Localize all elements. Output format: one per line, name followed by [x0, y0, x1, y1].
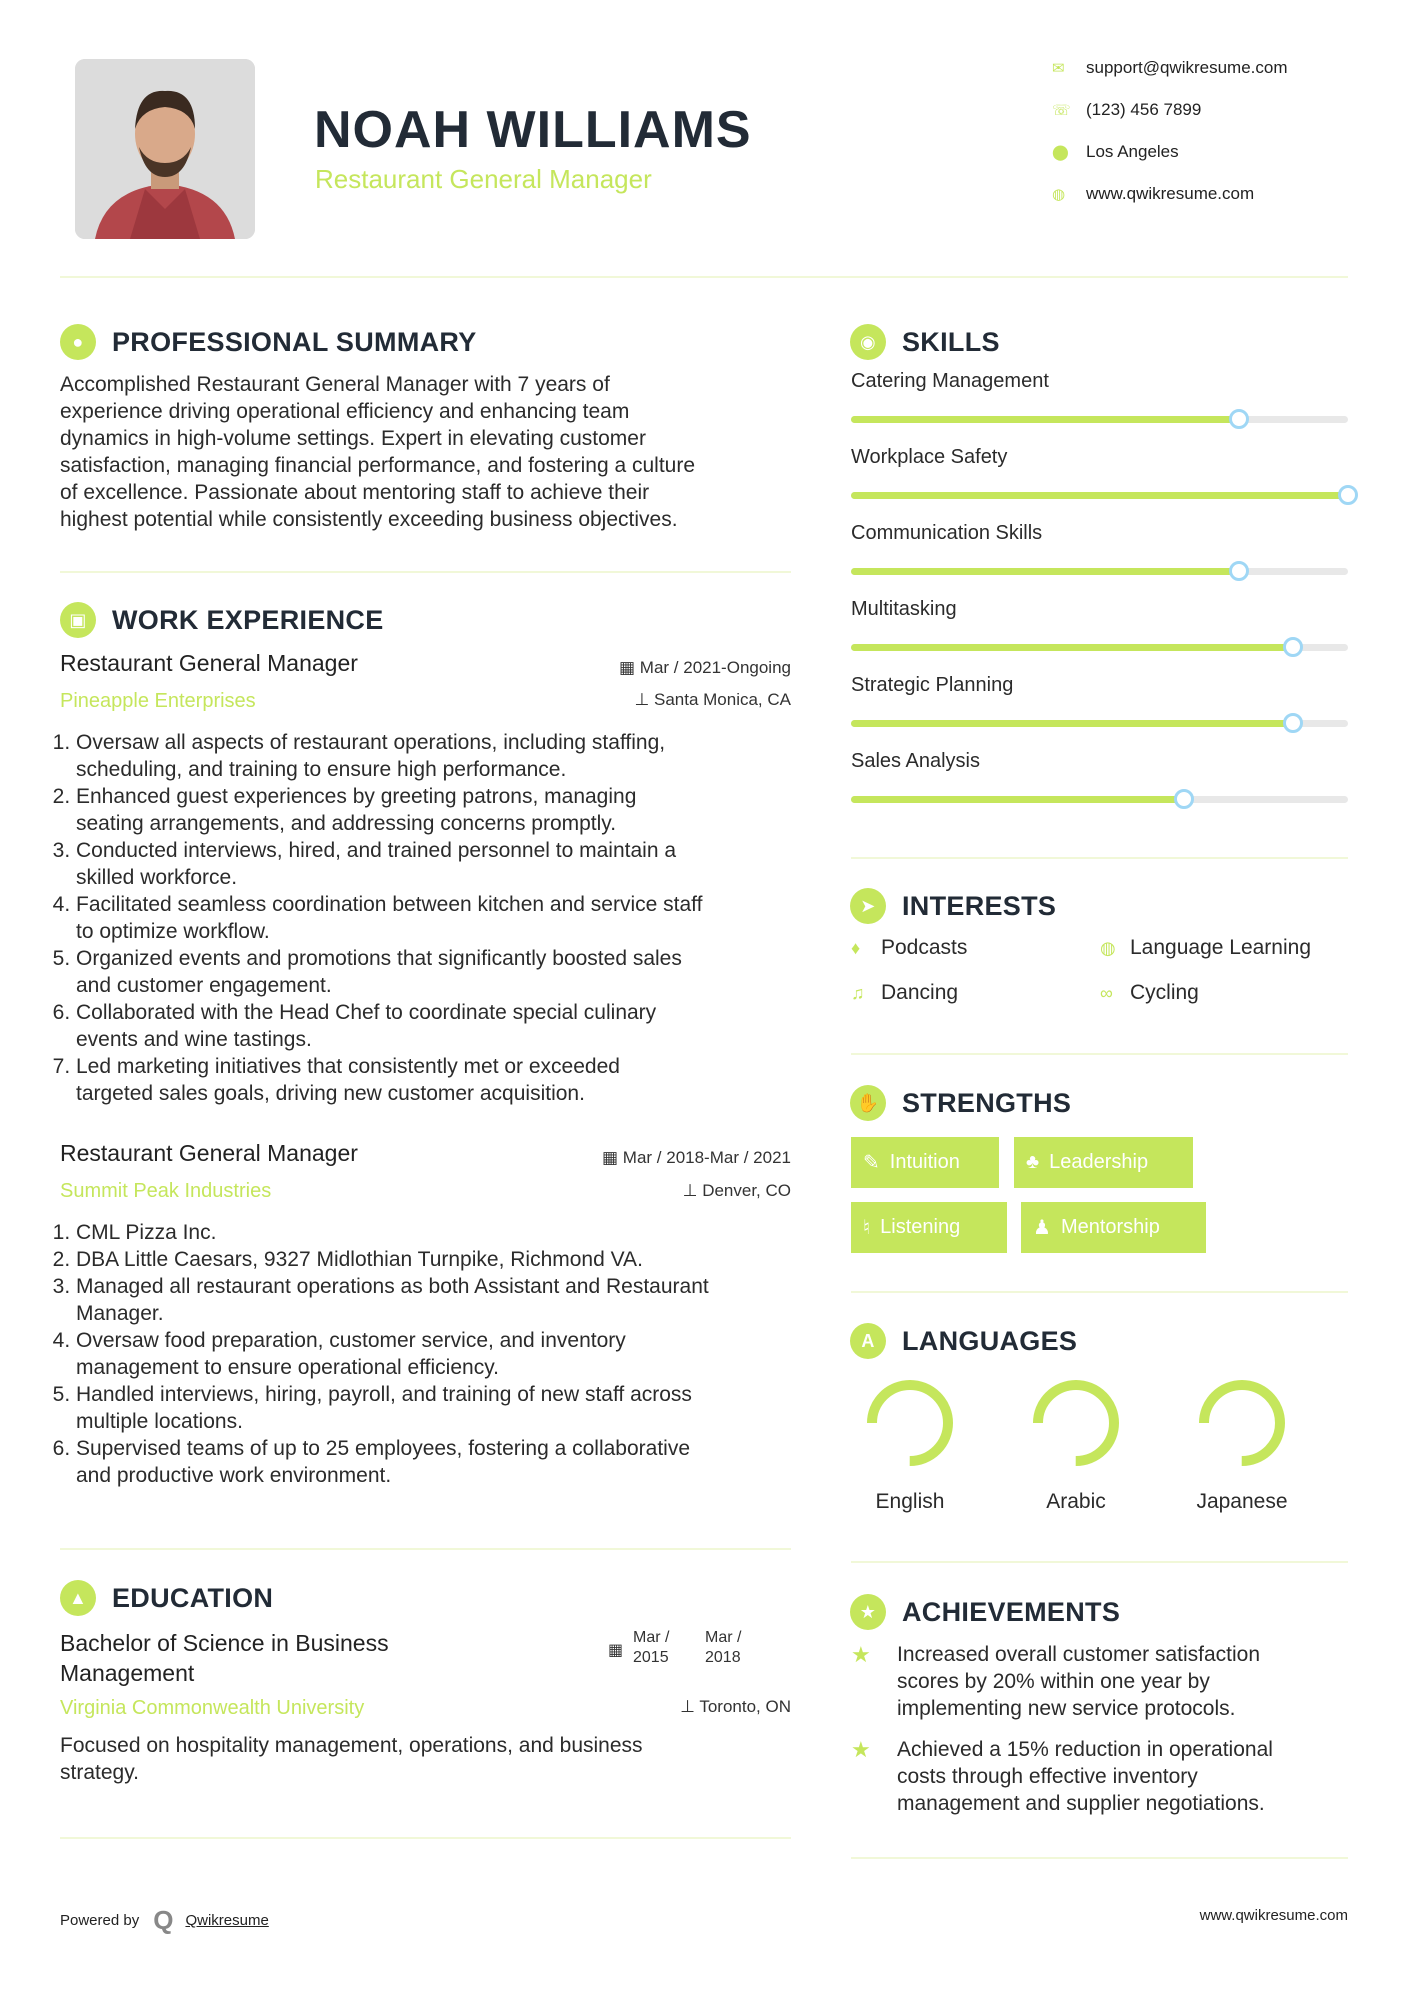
candidate-role: Restaurant General Manager — [315, 164, 652, 194]
hand-icon: ✋ — [850, 1085, 886, 1121]
brand-link[interactable]: Qwikresume — [185, 1912, 269, 1929]
strength-tag: ♟ Mentorship — [1021, 1202, 1206, 1253]
skill-knob — [1283, 637, 1303, 657]
magic-wand-icon: ✎ — [863, 1152, 880, 1174]
header-divider — [60, 276, 1348, 278]
summary-line: dynamics in high-volume settings. Expert in elevating customer — [60, 427, 646, 450]
skill-knob — [1338, 485, 1358, 505]
headphones-icon: ♮ — [863, 1217, 871, 1239]
job-location — [560, 1181, 791, 1201]
calendar-icon: ▦ — [602, 1148, 623, 1167]
skills-title: SKILLS — [902, 326, 1000, 357]
language-icon: A — [850, 1323, 886, 1359]
contact-email[interactable] — [1052, 58, 1288, 78]
degree — [60, 1628, 389, 1688]
trophy-icon: ★ — [850, 1594, 886, 1630]
summary-heading — [60, 324, 477, 360]
summary-line: Accomplished Restaurant General Manager with 7 years of — [60, 373, 610, 396]
skill-row — [851, 370, 1348, 393]
education-desc: Focused on hospitality management, operations, and business strategy. — [60, 1734, 643, 1784]
pin-icon: ⊥ — [680, 1697, 700, 1716]
language-label: Arabic — [1046, 1490, 1106, 1513]
languages-title: LANGUAGES — [902, 1325, 1078, 1356]
skill-knob — [1229, 409, 1249, 429]
globe-icon: ◍ — [1100, 937, 1116, 958]
skill-label: Multitasking — [851, 598, 957, 620]
education-divider — [60, 1837, 791, 1839]
interest-dancing: ♫ Dancing — [851, 981, 959, 1004]
skill-knob — [1283, 713, 1303, 733]
interests-title: INTERESTS — [902, 890, 1057, 921]
job-duties — [58, 1219, 798, 1489]
profile-photo — [75, 59, 255, 239]
contact-phone[interactable] — [1052, 100, 1201, 120]
languages-divider — [851, 1561, 1348, 1563]
achievement-item: ★ Achieved a 15% reduction in operational costs through effective inventory management and supplier negotiations. — [851, 1737, 1273, 1815]
language-ring — [1038, 1385, 1114, 1461]
list-item: 6. Supervised teams of up to 25 employees, fostering a collaborative and productive work environment. — [76, 1435, 798, 1489]
candidate-name: NOAH WILLIAMS — [314, 101, 752, 159]
strengths-divider — [851, 1291, 1348, 1293]
contact-website[interactable] — [1052, 184, 1254, 204]
contact-email-text: support@qwikresume.com — [1086, 58, 1288, 77]
globe-icon: ◍ — [1052, 186, 1066, 203]
pin-icon: ⊥ — [634, 690, 654, 709]
skill-row — [851, 446, 1348, 469]
skill-knob — [1174, 789, 1194, 809]
calendar-icon: ▦ — [619, 658, 640, 677]
list-item: 3. Conducted interviews, hired, and trained personnel to maintain a skilled workforce. — [76, 837, 798, 891]
education-title: EDUCATION — [112, 1582, 274, 1613]
user-plus-icon: ♟ — [1033, 1217, 1051, 1239]
interests-heading — [850, 888, 1056, 924]
job-location-text: Santa Monica, CA — [653, 690, 791, 709]
summary-title: PROFESSIONAL SUMMARY — [112, 326, 477, 357]
paper-plane-icon: ➤ — [850, 888, 886, 924]
job-date-text: Mar / 2018-Mar / 2021 — [622, 1148, 791, 1167]
star-icon: ★ — [851, 1642, 871, 1667]
chair-icon: ▣ — [60, 602, 96, 638]
achievement-item: ★ Increased overall customer satisfaction scores by 20% within one year by implementing new service protocols. — [851, 1642, 1260, 1720]
degree-line: Bachelor of Science in Business — [60, 1630, 389, 1656]
contact-location — [1052, 142, 1179, 162]
summary-line: satisfaction, managing financial performance, and fostering a culture — [60, 454, 696, 477]
strength-tag: ♮ Listening — [851, 1202, 1007, 1253]
interests-divider — [851, 1053, 1348, 1055]
list-item: 3. Managed all restaurant operations as both Assistant and Restaurant Manager. — [76, 1273, 798, 1327]
skill-bar — [851, 796, 1348, 803]
skill-row — [851, 674, 1348, 697]
skill-bar-fill — [851, 492, 1348, 499]
users-icon: ♣ — [1026, 1151, 1040, 1173]
job-location — [560, 690, 791, 710]
contact-website-text: www.qwikresume.com — [1086, 184, 1255, 203]
star-icon: ★ — [851, 1737, 871, 1762]
list-item: 5. Handled interviews, hiring, payroll, and training of new staff across multiple locations. — [76, 1381, 798, 1435]
experience-divider — [60, 1548, 791, 1550]
location-icon: ⬤ — [1052, 144, 1069, 161]
job-date-text: Mar / 2021-Ongoing — [639, 658, 791, 677]
user-icon: ● — [60, 324, 96, 360]
strengths-title: STRENGTHS — [902, 1087, 1072, 1118]
summary-line: of excellence. Passionate about mentoring staff to achieve their — [60, 481, 650, 504]
list-item: 1. CML Pizza Inc. — [76, 1219, 798, 1246]
skill-row — [851, 750, 1348, 773]
skills-divider — [851, 857, 1348, 859]
achievements-heading — [850, 1594, 1120, 1630]
contact-phone-text: (123) 456 7899 — [1086, 100, 1202, 119]
skill-bar — [851, 416, 1348, 423]
skill-label: Strategic Planning — [851, 674, 1014, 696]
education-location — [560, 1697, 791, 1717]
list-item: 7. Led marketing initiatives that consistently met or exceeded targeted sales goals, driving new customer acquisition. — [76, 1053, 798, 1107]
skill-bar-fill — [851, 568, 1239, 575]
footer-url[interactable]: www.qwikresume.com — [1199, 1907, 1348, 1924]
skill-bar-fill — [851, 644, 1293, 651]
interest-cycling: ∞ Cycling — [1100, 981, 1199, 1004]
skill-bar — [851, 568, 1348, 575]
phone-icon: ☏ — [1052, 102, 1071, 119]
skills-heading — [850, 324, 1000, 360]
powered-by-text: Powered by — [60, 1912, 140, 1929]
list-item: 2. DBA Little Caesars, 9327 Midlothian Turnpike, Richmond VA. — [76, 1246, 798, 1273]
email-icon: ✉ — [1052, 60, 1065, 77]
language-ring — [872, 1385, 948, 1461]
language-ring — [1204, 1385, 1280, 1461]
job-date — [560, 1148, 791, 1168]
strengths-heading — [850, 1085, 1071, 1121]
job-company: Pineapple Enterprises — [60, 690, 256, 712]
skill-bar-fill — [851, 796, 1184, 803]
pin-icon: ⊥ — [682, 1181, 703, 1200]
job-title: Restaurant General Manager — [60, 650, 358, 676]
job-company: Summit Peak Industries — [60, 1180, 272, 1202]
education-end: Mar / 2018 — [705, 1629, 742, 1666]
skill-bar — [851, 644, 1348, 651]
list-item: 1. Oversaw all aspects of restaurant operations, including staffing, scheduling, and training to ensure high performance. — [76, 729, 798, 783]
summary-divider — [60, 571, 791, 573]
list-item: 6. Collaborated with the Head Chef to coordinate special culinary events and wine tastings. — [76, 999, 798, 1053]
language-label: English — [875, 1490, 945, 1513]
skill-label: Communication Skills — [851, 522, 1043, 544]
list-item: 4. Oversaw food preparation, customer service, and inventory management to ensure operational efficiency. — [76, 1327, 798, 1381]
achievements-title: ACHIEVEMENTS — [902, 1596, 1121, 1627]
job-location-text: Denver, CO — [702, 1181, 791, 1200]
list-item: 5. Organized events and promotions that significantly boosted sales and customer engagement. — [76, 945, 798, 999]
skill-bar — [851, 720, 1348, 727]
interest-language-learning: ◍ Language Learning — [1100, 936, 1312, 959]
strength-tag: ✎ Intuition — [851, 1137, 999, 1188]
job-title: Restaurant General Manager — [60, 1140, 358, 1166]
skill-knob — [1229, 561, 1249, 581]
strength-tag: ♣ Leadership — [1014, 1137, 1193, 1188]
music-note-icon: ♫ — [851, 982, 865, 1003]
bicycle-icon: ∞ — [1100, 982, 1113, 1003]
education-heading — [60, 1580, 273, 1616]
experience-heading — [60, 602, 384, 638]
skill-bar-fill — [851, 720, 1293, 727]
skill-row — [851, 522, 1348, 545]
skill-row — [851, 598, 1348, 621]
graduation-icon: ▲ — [60, 1580, 96, 1616]
skill-label: Sales Analysis — [851, 750, 980, 772]
lightbulb-icon: ◉ — [850, 324, 886, 360]
skill-bar-fill — [851, 416, 1239, 423]
education-location-text: Toronto, ON — [699, 1697, 791, 1716]
language-label: Japanese — [1196, 1490, 1288, 1513]
calendar-icon: ▦ — [608, 1642, 624, 1659]
experience-title: WORK EXPERIENCE — [112, 604, 384, 635]
list-item: 4. Facilitated seamless coordination between kitchen and service staff to optimize workflow. — [76, 891, 798, 945]
languages-heading — [850, 1323, 1077, 1359]
language-rings — [851, 1375, 1348, 1485]
summary-line: experience driving operational efficiency and enhancing team — [60, 400, 630, 423]
qwikresume-logo-icon: Q — [153, 1905, 174, 1935]
degree-line: Management — [60, 1660, 195, 1686]
skill-bar — [851, 492, 1348, 499]
footer-powered — [60, 1905, 269, 1936]
summary-text — [60, 371, 800, 533]
school-name: Virginia Commonwealth University — [60, 1697, 365, 1719]
education-start: Mar / 2015 — [633, 1629, 670, 1666]
achievements-divider — [851, 1857, 1348, 1859]
interest-podcasts: ♦ Podcasts — [851, 936, 968, 959]
summary-line: highest potential while consistently exceeding business objectives. — [60, 508, 678, 531]
contact-location-text: Los Angeles — [1086, 142, 1179, 161]
microphone-icon: ♦ — [851, 937, 861, 958]
job-duties — [58, 729, 798, 1107]
list-item: 2. Enhanced guest experiences by greeting patrons, managing seating arrangements, and addressing concerns promptly. — [76, 783, 798, 837]
job-date — [560, 658, 791, 678]
skill-label: Catering Management — [851, 370, 1049, 392]
skill-label: Workplace Safety — [851, 446, 1008, 468]
